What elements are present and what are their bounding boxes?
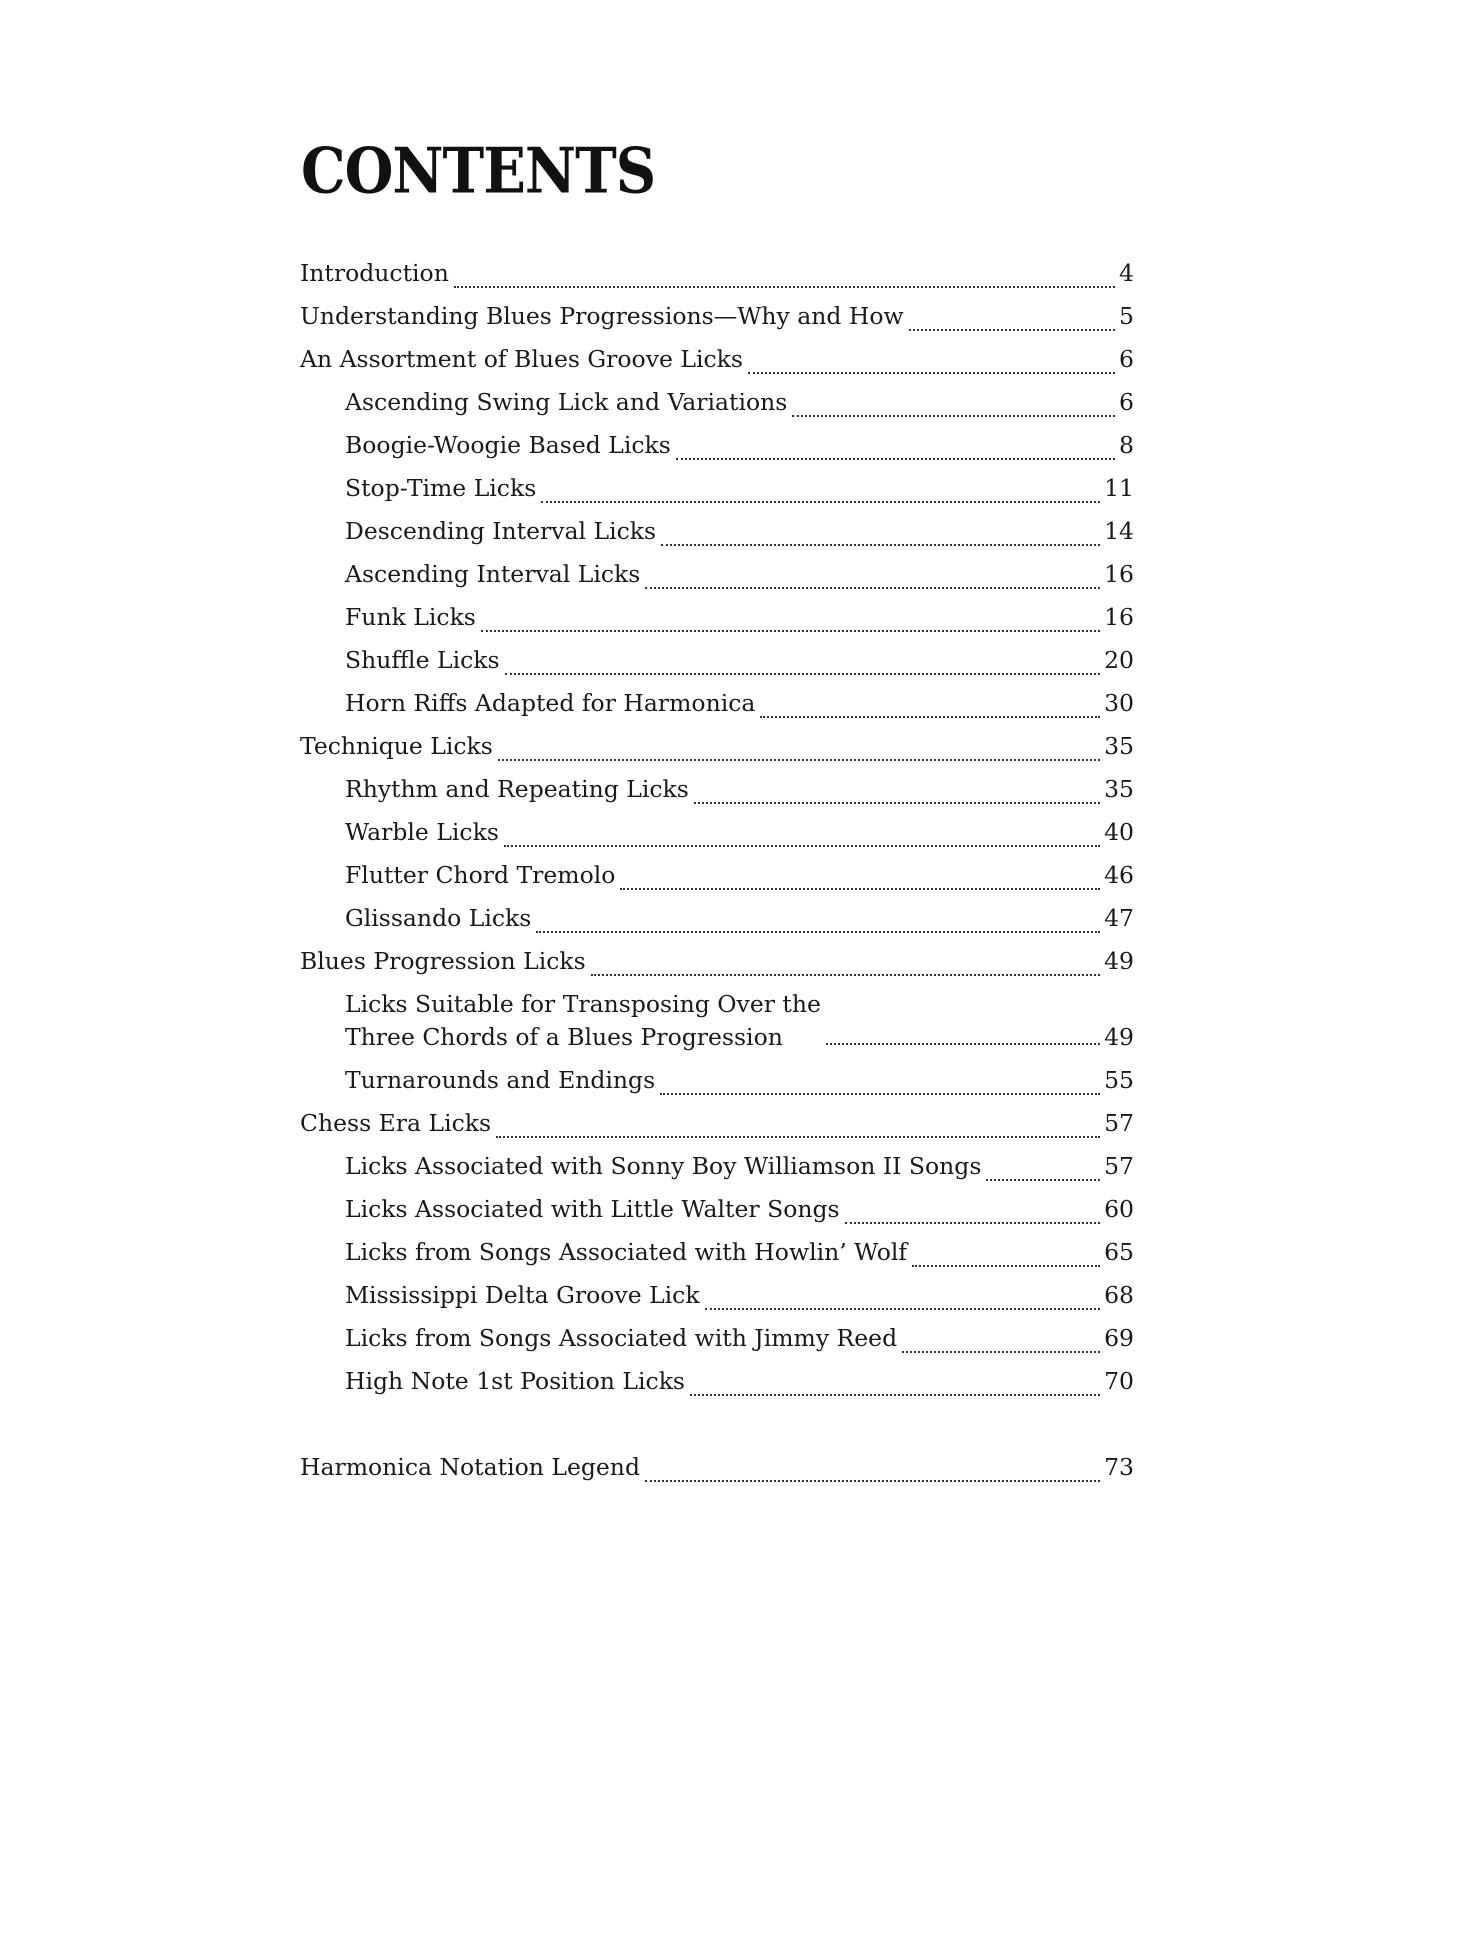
dot-leader [620, 888, 1100, 890]
dot-leader [676, 458, 1115, 460]
entry-page-number: 49 [1104, 947, 1134, 975]
entry-title: Introduction [300, 259, 449, 287]
dot-leader [498, 759, 1100, 761]
toc-subentry[interactable] [300, 381, 1134, 424]
entry-title: Boogie-Woogie Based Licks [345, 431, 671, 459]
entry-page-number: 65 [1104, 1238, 1134, 1266]
dot-leader [505, 673, 1101, 675]
dot-leader [912, 1265, 1100, 1267]
toc-entry[interactable] [300, 1446, 1134, 1489]
toc-subentry[interactable] [300, 811, 1134, 854]
dot-leader [902, 1351, 1100, 1353]
toc-subentry[interactable] [300, 596, 1134, 639]
entry-page-number: 8 [1119, 431, 1134, 459]
toc-entry[interactable] [300, 338, 1134, 381]
entry-title: Ascending Swing Lick and Variations [345, 388, 788, 416]
entry-title: Chess Era Licks [300, 1109, 492, 1137]
entry-page-number: 6 [1119, 388, 1134, 416]
entry-title: Turnarounds and Endings [345, 1066, 656, 1094]
entry-title: Shuffle Licks [345, 646, 500, 674]
entry-title: Blues Progression Licks [300, 947, 586, 975]
toc-subentry[interactable] [300, 1188, 1134, 1231]
dot-leader [826, 1043, 1100, 1045]
entry-page-number: 73 [1104, 1453, 1134, 1481]
toc-subentry[interactable] [300, 639, 1134, 682]
entry-title: Technique Licks [300, 732, 493, 760]
toc-subentry[interactable] [300, 510, 1134, 553]
entry-page-number: 20 [1104, 646, 1134, 674]
entry-page-number: 4 [1119, 259, 1134, 287]
entry-page-number: 35 [1104, 732, 1134, 760]
dot-leader [645, 1480, 1100, 1482]
dot-leader [694, 802, 1100, 804]
dot-leader [481, 630, 1100, 632]
toc-subentry[interactable] [300, 1059, 1134, 1102]
entry-page-number: 46 [1104, 861, 1134, 889]
dot-leader [690, 1394, 1100, 1396]
entry-title: Understanding Blues Progressions—Why and How [300, 302, 904, 330]
entry-title: High Note 1st Position Licks [345, 1367, 685, 1395]
toc-subentry[interactable] [300, 553, 1134, 596]
dot-leader [504, 845, 1100, 847]
toc-subentry[interactable] [300, 897, 1134, 940]
dot-leader [645, 587, 1100, 589]
dot-leader [660, 1093, 1100, 1095]
entry-page-number: 47 [1104, 904, 1134, 932]
dot-leader [496, 1136, 1100, 1138]
entry-title: Licks from Songs Associated with Jimmy Reed [345, 1324, 898, 1352]
entry-title: Harmonica Notation Legend [300, 1453, 640, 1481]
entry-title: An Assortment of Blues Groove Licks [300, 345, 743, 373]
entry-page-number: 40 [1104, 818, 1134, 846]
toc-entry[interactable] [300, 940, 1134, 983]
page-title: CONTENTS [301, 134, 656, 209]
entry-page-number: 16 [1104, 560, 1134, 588]
toc-subentry[interactable] [300, 983, 1134, 1059]
entry-title: Rhythm and Repeating Licks [345, 775, 689, 803]
entry-title: Stop-Time Licks [345, 474, 537, 502]
toc-subentry[interactable] [300, 1317, 1134, 1360]
entry-title: Licks Associated with Little Walter Songs [345, 1195, 840, 1223]
toc-subentry[interactable] [300, 1274, 1134, 1317]
entry-title: Mississippi Delta Groove Lick [345, 1281, 700, 1309]
toc-entry[interactable] [300, 295, 1134, 338]
entry-page-number: 55 [1104, 1066, 1134, 1094]
entry-page-number: 30 [1104, 689, 1134, 717]
toc-entry[interactable] [300, 1102, 1134, 1145]
entry-title: Warble Licks [345, 818, 499, 846]
dot-leader [748, 372, 1115, 374]
entry-page-number: 14 [1104, 517, 1134, 545]
toc-subentry[interactable] [300, 424, 1134, 467]
entry-page-number: 57 [1104, 1109, 1134, 1137]
dot-leader [909, 329, 1115, 331]
entry-title: Horn Riffs Adapted for Harmonica [345, 689, 756, 717]
dot-leader [591, 974, 1100, 976]
dot-leader [845, 1222, 1100, 1224]
entry-page-number: 35 [1104, 775, 1134, 803]
entry-title: Flutter Chord Tremolo [345, 861, 616, 889]
toc-subentry[interactable] [300, 854, 1134, 897]
entry-title: Descending Interval Licks [345, 517, 657, 545]
dot-leader [760, 716, 1100, 718]
dot-leader [541, 501, 1100, 503]
entry-title: Ascending Interval Licks [345, 560, 641, 588]
toc-subentry[interactable] [300, 467, 1134, 510]
toc-subentry[interactable] [300, 1231, 1134, 1274]
toc-subentry[interactable] [300, 768, 1134, 811]
entry-page-number: 6 [1119, 345, 1134, 373]
entry-title: Licks Suitable for Transposing Over the Three Chords of a Blues Progression [345, 990, 821, 1051]
toc-entry[interactable] [300, 725, 1134, 768]
dot-leader [792, 415, 1115, 417]
entry-page-number: 70 [1104, 1367, 1134, 1395]
entry-title: Licks Associated with Sonny Boy Williamson II Songs [345, 1152, 982, 1180]
dot-leader [454, 286, 1115, 288]
dot-leader [536, 931, 1100, 933]
entry-title: Licks from Songs Associated with Howlin’ Wolf [345, 1238, 908, 1266]
entry-page-number: 57 [1104, 1152, 1134, 1180]
entry-page-number: 68 [1104, 1281, 1134, 1309]
dot-leader [661, 544, 1100, 546]
dot-leader [705, 1308, 1101, 1310]
table-of-contents [300, 252, 1134, 1489]
entry-page-number: 60 [1104, 1195, 1134, 1223]
entry-page-number: 16 [1104, 603, 1134, 631]
dot-leader [986, 1179, 1100, 1181]
toc-entry[interactable] [300, 252, 1134, 295]
entry-title: Glissando Licks [345, 904, 532, 932]
toc-subentry[interactable] [300, 1360, 1134, 1403]
entry-page-number: 69 [1104, 1324, 1134, 1352]
entry-title: Funk Licks [345, 603, 476, 631]
entry-page-number: 11 [1104, 474, 1134, 502]
toc-subentry[interactable] [300, 682, 1134, 725]
entry-page-number: 5 [1119, 302, 1134, 330]
toc-subentry[interactable] [300, 1145, 1134, 1188]
entry-page-number: 49 [1104, 1023, 1134, 1051]
